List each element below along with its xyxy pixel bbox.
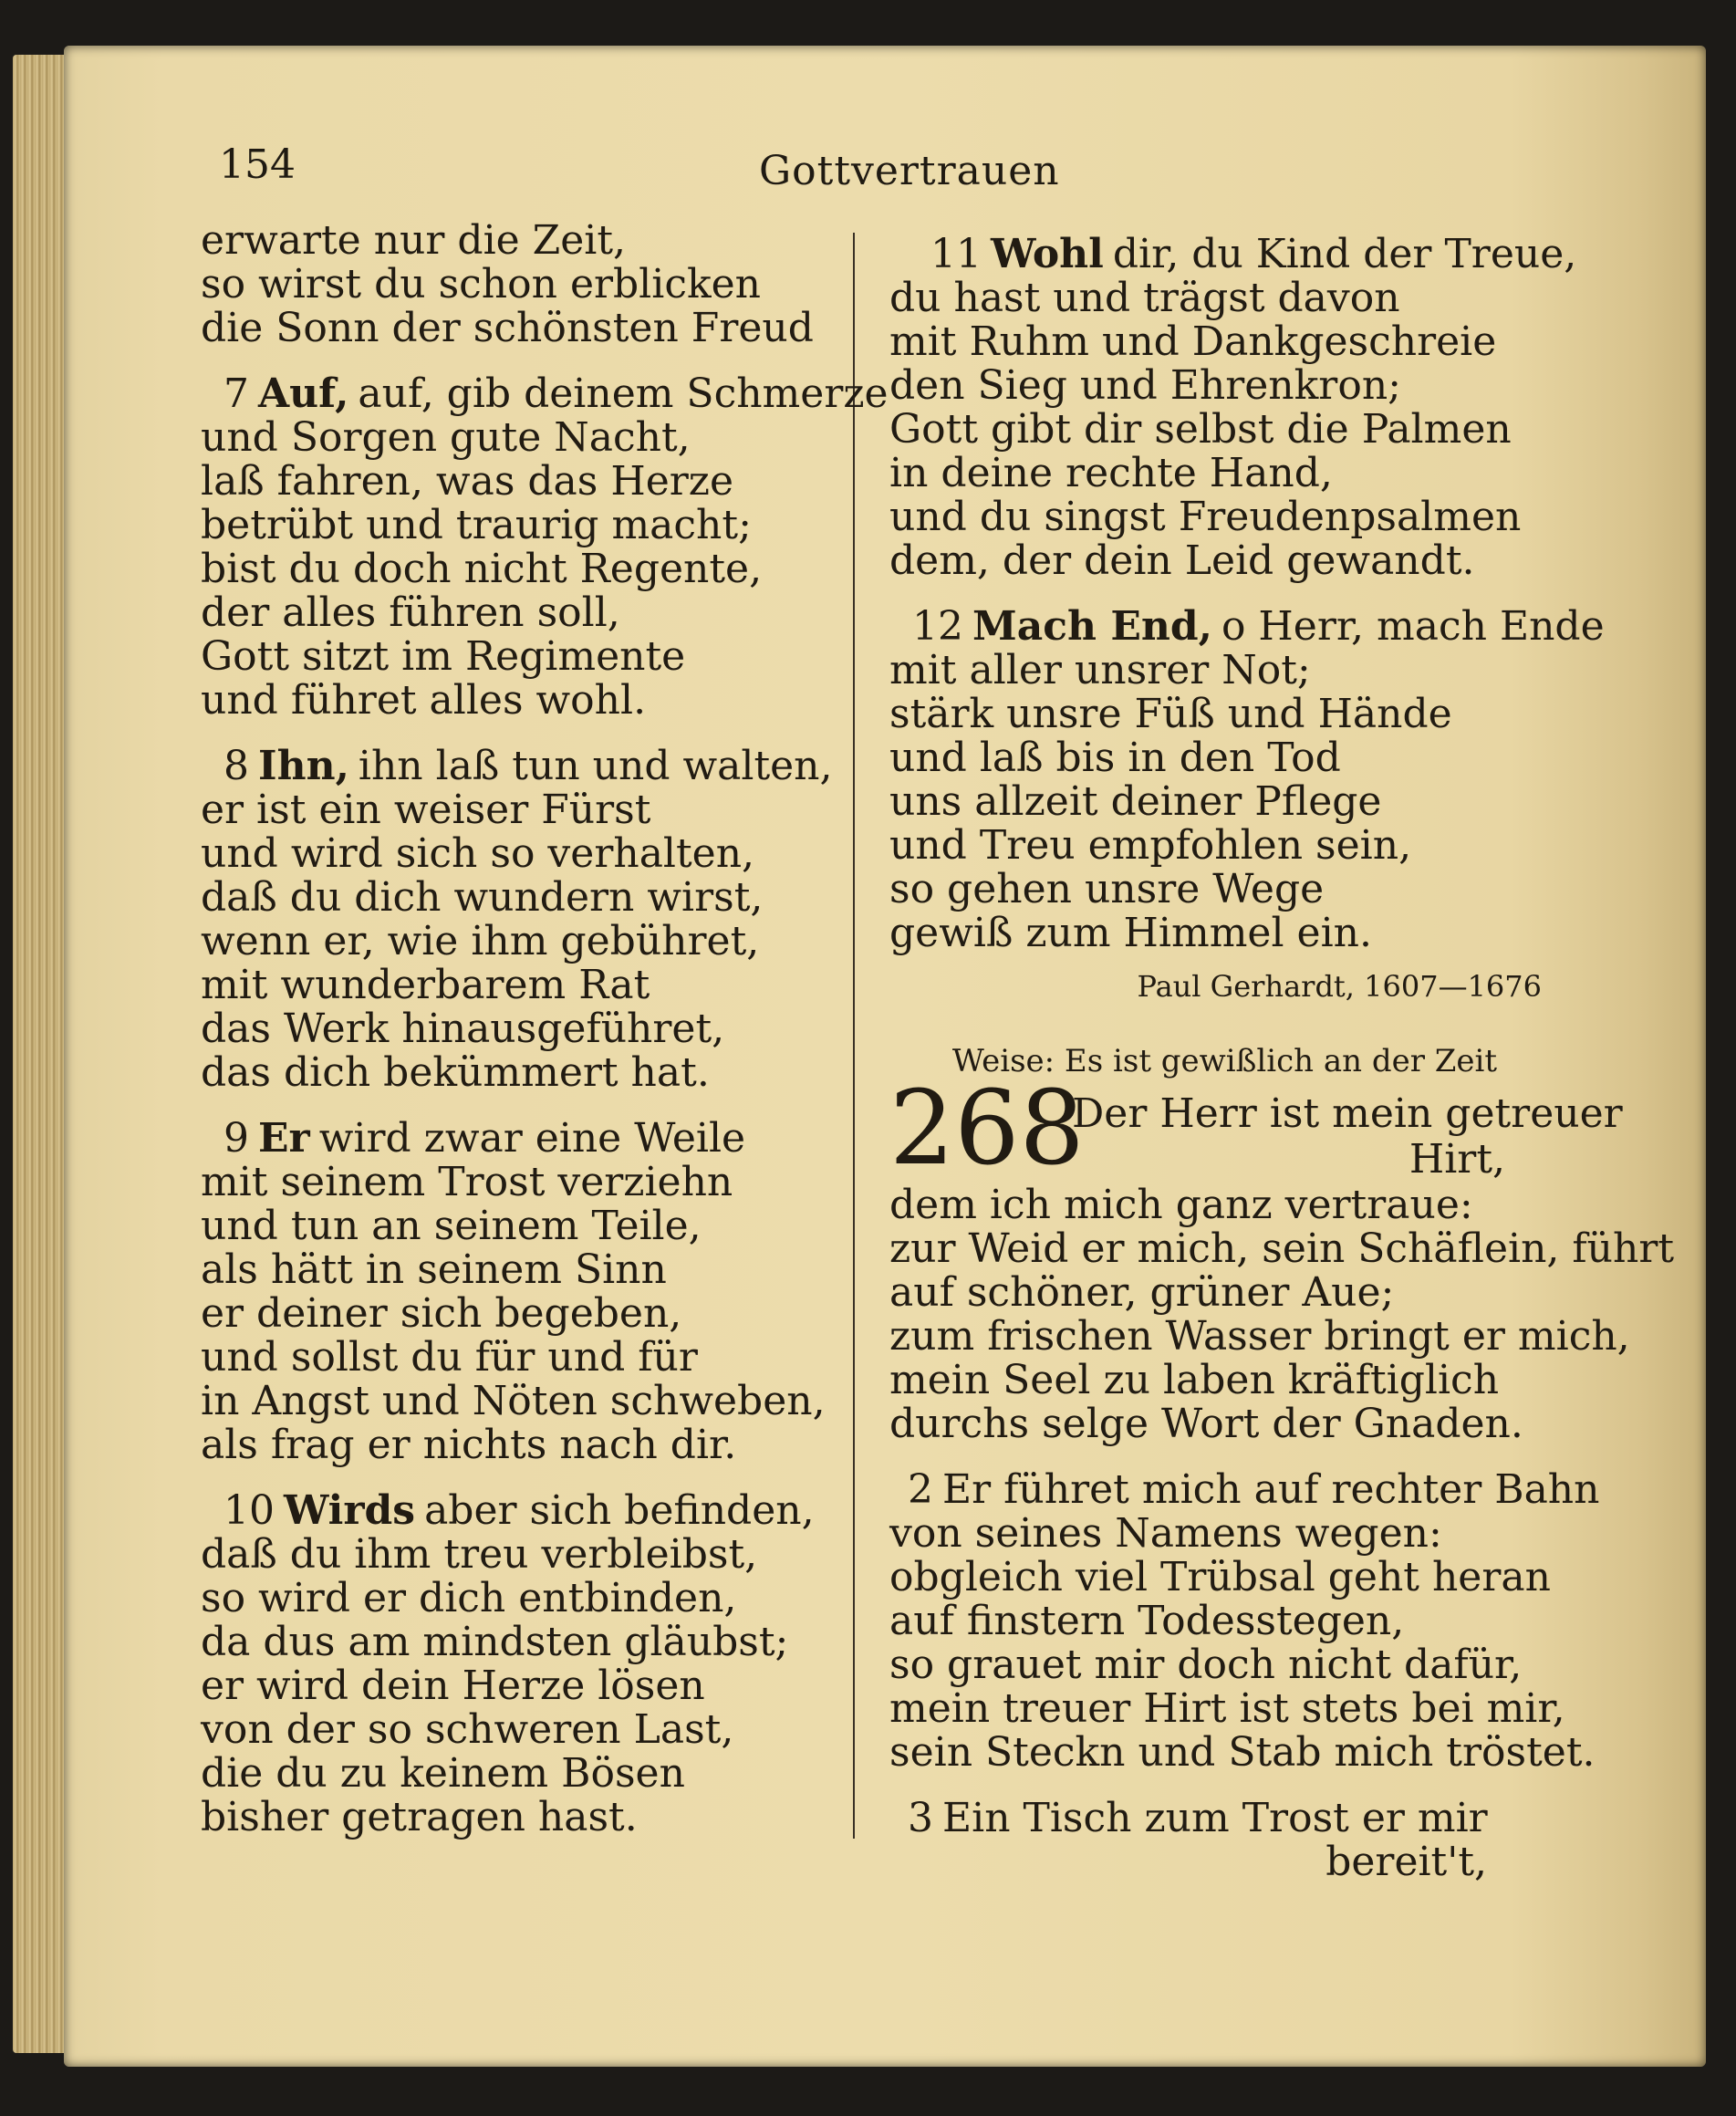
verse-line: dem ich mich ganz vertraue: [889, 1182, 1473, 1228]
stanza-number: 10 [223, 1487, 275, 1534]
hymn-number: 268 [889, 1069, 1085, 1188]
verse-line: und sollst du für und für [201, 1334, 698, 1381]
verse-line: gewiß zum Himmel ein. [889, 910, 1372, 956]
verse-line: die du zu keinem Bösen [201, 1750, 685, 1797]
verse-line: in Angst und Nöten schweben, [201, 1378, 826, 1424]
verse-line: so gehen unsre Wege [889, 866, 1325, 912]
verse-line: erwarte nur die Zeit, [201, 217, 627, 264]
verse-line: daß du dich wundern wirst, [201, 874, 764, 921]
stanza-9 [201, 1117, 876, 1467]
verse-line: das Werk hinausgeführet, [201, 1006, 725, 1052]
left-column [201, 217, 889, 1861]
verse-line: daß du ihm treu verbleibst, [201, 1531, 758, 1578]
verse-line: Er führet mich auf rechter Bahn [942, 1466, 1600, 1513]
verse-line: als frag er nichts nach dir. [201, 1422, 737, 1468]
stanza-7 [201, 370, 889, 724]
stanza-11 [889, 231, 1577, 584]
verse-line: da dus am mindsten gläubst; [201, 1619, 789, 1665]
verse-line: mein Seel zu laben kräftiglich [889, 1357, 1500, 1403]
verse-line: mein treuer Hirt ist stets bei mir, [889, 1685, 1565, 1732]
verse-line: als hätt in seinem Sinn [201, 1246, 667, 1293]
verse-line: wird zwar eine Weile [318, 1115, 746, 1162]
stanza-number: 12 [912, 603, 963, 650]
stanza-12 [889, 603, 1605, 956]
verse-line: mit aller unsrer Not; [889, 647, 1311, 693]
hymn-stanza-1 [889, 1182, 1675, 1447]
page-number: 154 [219, 141, 296, 188]
verse-line: dem, der dein Leid gewandt. [889, 537, 1475, 584]
stanza-keyword: Wirds [284, 1487, 416, 1534]
right-column [889, 231, 1675, 1906]
hymn-first-line: Der Herr ist mein getreuer [1072, 1090, 1623, 1137]
verse-line: aber sich befinden, [424, 1487, 815, 1534]
verse-line: so wird er dich entbinden, [201, 1575, 737, 1621]
verse-line: von seines Namens wegen: [889, 1510, 1442, 1557]
verse-line: so grauet mir doch nicht dafür, [889, 1642, 1523, 1688]
verse-line: Gott sitzt im Regimente [201, 633, 686, 680]
stanza-keyword: Wohl [991, 231, 1104, 277]
verse-line: und tun an seinem Teile, [201, 1203, 702, 1249]
verse-line: und Sorgen gute Nacht, [201, 414, 691, 461]
verse-line: mit Ruhm und Dankgeschreie [889, 318, 1497, 365]
verse-line: die Sonn der schönsten Freud [201, 305, 814, 351]
verse-line: er deiner sich begeben, [201, 1290, 682, 1337]
running-head: Gottvertrauen [759, 148, 1060, 194]
verse-line: so wirst du schon erblicken [201, 261, 762, 307]
author-credit: Paul Gerhardt, 1607—1676 [1137, 969, 1542, 1004]
verse-line: mit wunderbarem Rat [201, 962, 650, 1008]
hymn-header [889, 1069, 1623, 1188]
verse-line: zur Weid er mich, sein Schäflein, führt [889, 1225, 1675, 1272]
stanza-keyword: Er [258, 1115, 310, 1162]
stanza-number: 3 [908, 1795, 933, 1841]
verse-line: er wird dein Herze lösen [201, 1663, 705, 1709]
verse-line: laß fahren, was das Herze [201, 458, 734, 505]
stanza-number: 8 [223, 743, 249, 789]
verse-line: auf, gib deinem Schmerze [358, 370, 889, 417]
verse-line: und wird sich so verhalten, [201, 830, 755, 877]
verse-line: bisher getragen hast. [201, 1794, 638, 1840]
stanza-number: 7 [223, 370, 249, 417]
verse-line: das dich bekümmert hat. [201, 1049, 710, 1096]
stanza-number: 9 [223, 1115, 249, 1162]
stanza-number: 11 [930, 231, 982, 277]
verse-line: auf finstern Todesstegen, [889, 1598, 1405, 1644]
verse-line: und du singst Freudenpsalmen [889, 494, 1522, 540]
hymn-stanza-2 [889, 1466, 1600, 1776]
verse-line: und laß bis in den Tod [889, 735, 1341, 781]
verse-line: ihn laß tun und walten, [358, 743, 833, 789]
verse-line: durchs selge Wort der Gnaden. [889, 1401, 1523, 1447]
verse-line: o Herr, mach Ende [1221, 603, 1605, 650]
verse-line: in deine rechte Hand, [889, 450, 1333, 496]
verse-line: von der so schweren Last, [201, 1706, 734, 1753]
verse-line: sein Steckn und Stab mich tröstet. [889, 1729, 1596, 1776]
verse-line: bereit't, [1325, 1839, 1487, 1885]
stanza-10 [201, 1489, 876, 1840]
verse-line: wenn er, wie ihm gebühret, [201, 918, 760, 964]
verse-line: betrübt und traurig macht; [201, 502, 752, 548]
verse-line: stärk unsre Füß und Hände [889, 691, 1452, 737]
verse-line: Gott gibt dir selbst die Palmen [889, 406, 1512, 453]
verse-line: auf schöner, grüner Aue; [889, 1269, 1395, 1316]
verse-line: dir, du Kind der Treue, [1112, 231, 1577, 277]
verse-line: du hast und trägst davon [889, 275, 1400, 321]
stanza-keyword: Mach End, [972, 603, 1212, 650]
tune-line: Weise: Es ist gewißlich an der Zeit [951, 1043, 1498, 1079]
verse-line: und Treu empfohlen sein, [889, 822, 1412, 869]
verse-line: bist du doch nicht Regente, [201, 546, 763, 592]
verse-line: den Sieg und Ehrenkron; [889, 362, 1401, 409]
verse-line: er ist ein weiser Fürst [201, 787, 651, 833]
intro-lines [201, 219, 876, 350]
stanza-keyword: Ihn, [258, 743, 349, 789]
verse-line: Ein Tisch zum Trost er mir [942, 1795, 1488, 1841]
stanza-number: 2 [908, 1466, 933, 1513]
verse-line: mit seinem Trost verziehn [201, 1159, 733, 1205]
hymn-stanza-3 [889, 1797, 1560, 1884]
verse-line: uns allzeit deiner Pflege [889, 778, 1382, 825]
stanza-8 [201, 745, 876, 1095]
verse-line: und führet alles wohl. [201, 677, 647, 724]
verse-line: zum frischen Wasser bringt er mich, [889, 1313, 1630, 1360]
hymn-first-line-cont: Hirt, [1409, 1136, 1505, 1183]
verse-line: der alles führen soll, [201, 589, 620, 636]
stanza-keyword: Auf, [258, 370, 349, 417]
verse-line: obgleich viel Trübsal geht heran [889, 1554, 1551, 1600]
